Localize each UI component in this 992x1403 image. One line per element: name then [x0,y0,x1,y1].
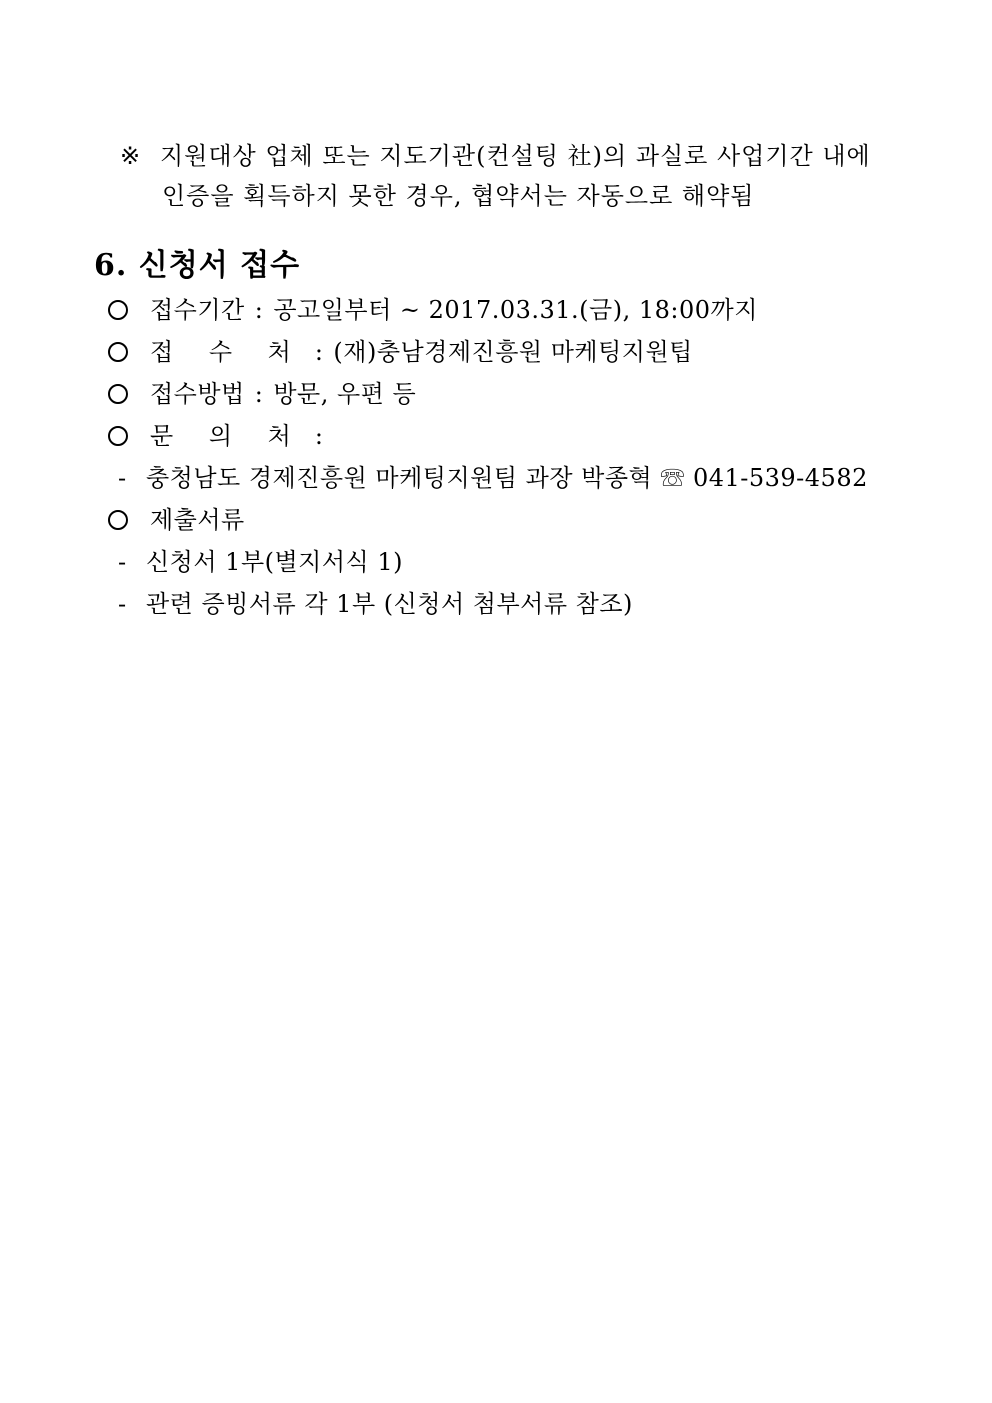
notice-text-1: 지원대상 업체 또는 지도기관(컨설팅 社)의 과실로 사업기간 내에 [160,142,871,170]
document-text: 신청서 1부(별지서식 1) [146,548,403,576]
item-colon: : [314,338,324,366]
dash-marker: - [118,590,127,618]
list-item-documents [106,499,966,541]
list-item-inquiry [106,415,966,457]
notice-line-1 [120,136,910,176]
circle-bullet-icon [108,426,128,446]
circle-bullet-icon [108,300,128,320]
item-colon: : [314,422,324,450]
list-item-method [106,373,966,415]
item-label: 접 수 처 [150,338,305,366]
item-value: 공고일부터 ~ 2017.03.31.(금), 18:00까지 [273,296,758,324]
dash-marker: - [118,548,127,576]
contact-line [106,457,966,499]
document-subitem [106,541,966,583]
item-label: 제출서류 [150,506,245,534]
dash-marker: - [118,464,127,492]
document-subitem [106,583,966,625]
section-title: 6. 신청서 접수 [94,248,301,283]
circle-bullet-icon [108,510,128,530]
notice-line-2: 인증을 획득하지 못한 경우, 협약서는 자동으로 해약됨 [162,182,755,210]
item-colon: : [254,380,264,408]
list-item-place [106,331,966,373]
list-item-period [106,289,966,331]
reference-mark-icon: ※ [120,142,142,170]
item-value: 방문, 우편 등 [273,380,417,408]
application-info-list [106,289,966,625]
item-value: (재)충남경제진흥원 마케팅지원팁 [333,338,693,366]
item-label: 문 의 처 [150,422,305,450]
item-label: 접수기간 [150,296,245,324]
notice-block [120,136,910,216]
item-colon: : [254,296,264,324]
circle-bullet-icon [108,384,128,404]
item-label: 접수방법 [150,380,245,408]
circle-bullet-icon [108,342,128,362]
contact-text: 충청남도 경제진흥원 마케팅지원팀 과장 박종혁 ☏ 041-539-4582 [146,464,868,492]
document-text: 관련 증빙서류 각 1부 (신청서 첨부서류 참조) [146,590,633,618]
